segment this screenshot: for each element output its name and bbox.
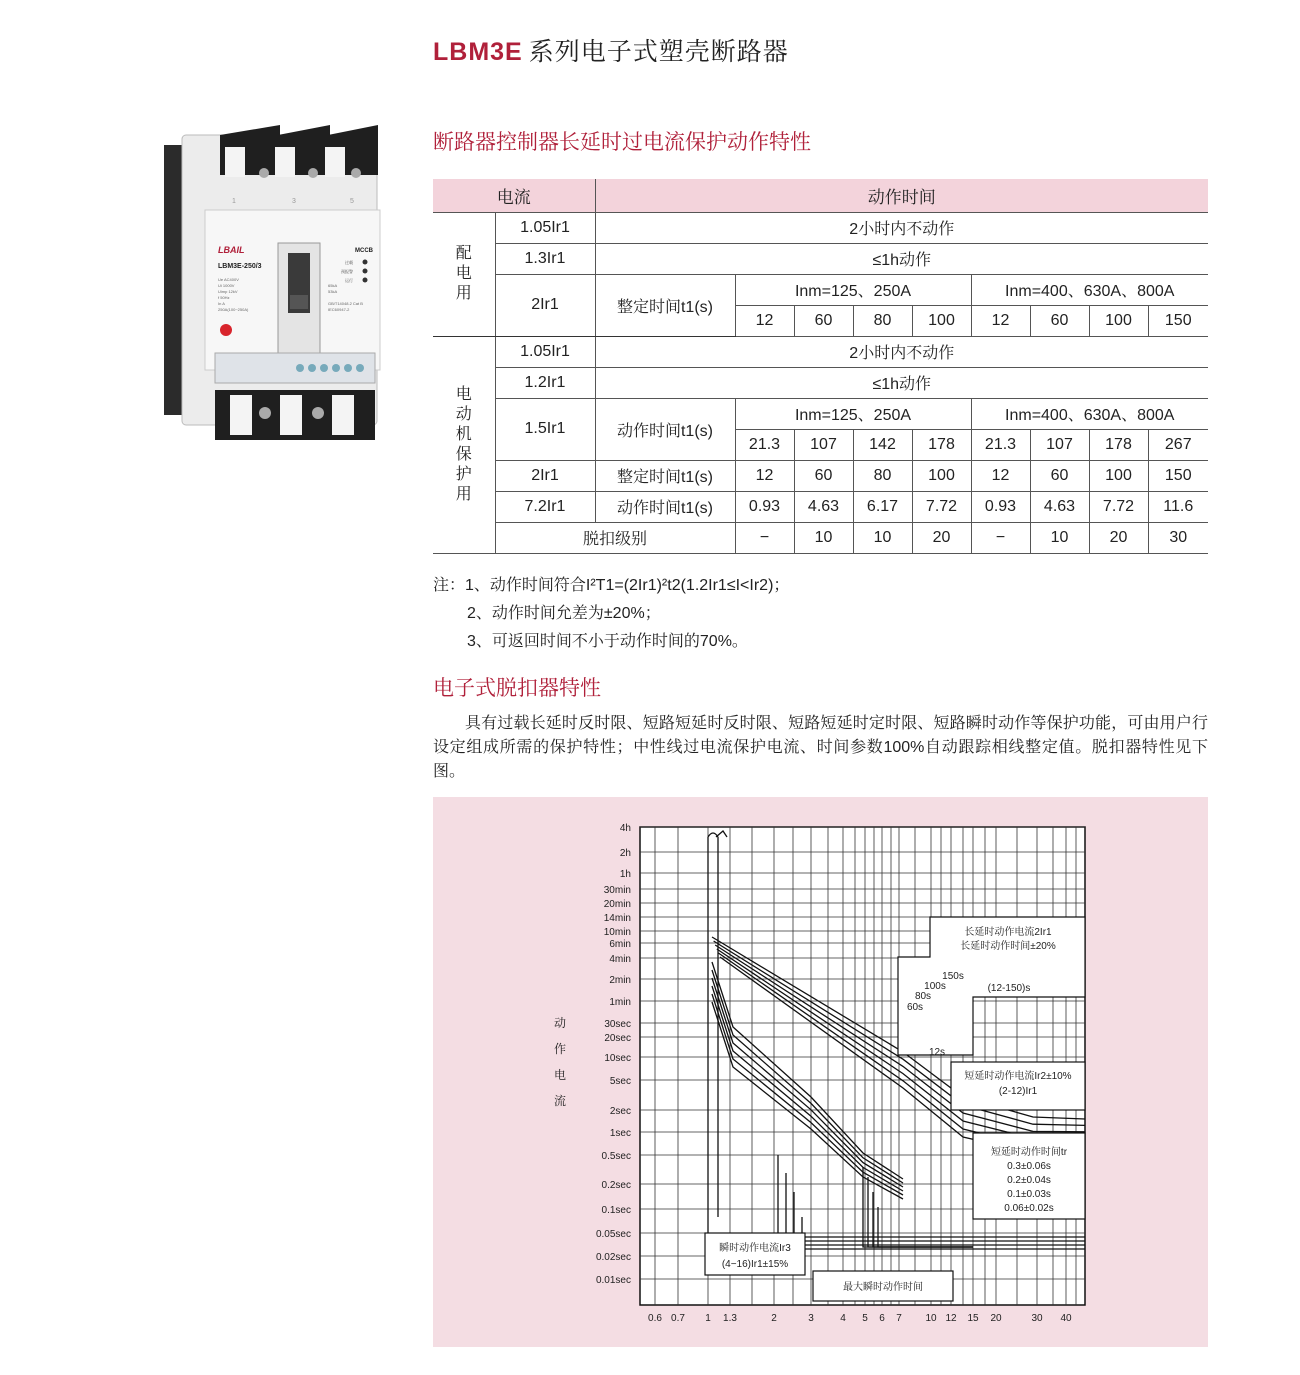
- indicator-label-overload: 过载: [345, 260, 353, 265]
- trip-curve-chart: [433, 797, 1208, 1347]
- value-cell: 7.72: [1089, 491, 1148, 522]
- value-cell: −: [735, 522, 794, 553]
- terminal-number-3: 3: [292, 198, 296, 205]
- y-tick-label: 0.5sec: [601, 1151, 631, 1162]
- characteristics-table: [433, 179, 1208, 554]
- inm-header-b: Inm=400、630A、800A: [971, 398, 1208, 429]
- chart-panel: [433, 797, 1208, 1347]
- value-cell: 21.3: [735, 429, 794, 460]
- y-tick-label: 2sec: [609, 1106, 631, 1117]
- value-cell: 0.93: [971, 491, 1030, 522]
- notes: [433, 572, 789, 656]
- value-cell: 267: [1148, 429, 1208, 460]
- row-text: ≤1h动作: [595, 367, 1208, 398]
- instant-current-label: 瞬时动作电流Ir3: [719, 1243, 791, 1254]
- section2-title: 电子式脱扣器特性: [433, 677, 601, 700]
- inm-header-b: Inm=400、630A、800A: [971, 274, 1208, 305]
- x-tick-label: 4: [840, 1313, 846, 1324]
- row-current: 2Ir1: [495, 460, 595, 491]
- x-tick-label: 20: [990, 1313, 1002, 1324]
- page-title-text: 系列电子式塑壳断路器: [528, 38, 789, 66]
- breaker-product-image: [160, 125, 390, 455]
- value-cell: 100: [912, 305, 971, 336]
- model-name: LBM3E: [433, 38, 523, 66]
- y-tick-label: 4min: [609, 954, 631, 965]
- group-motor-label: 电动机保护用: [455, 385, 472, 503]
- value-cell: 60: [1030, 305, 1089, 336]
- y-tick-label: 20sec: [604, 1033, 631, 1044]
- y-axis-label: 动: [553, 1016, 567, 1030]
- long-delay-time-label: 150s: [942, 971, 964, 982]
- product-spec-line-4: f 50Hz: [218, 295, 230, 300]
- row-label: 动作时间t1(s): [595, 491, 735, 522]
- x-tick-label: 1.3: [723, 1313, 737, 1324]
- value-cell: 10: [853, 522, 912, 553]
- x-tick-label: 0.6: [648, 1313, 662, 1324]
- value-cell: 107: [1030, 429, 1089, 460]
- y-tick-label: 4h: [619, 823, 631, 834]
- y-axis-label: 作: [553, 1042, 567, 1056]
- indicator-label-running: 运行: [345, 278, 353, 283]
- instant-current-label: (4−16)Ir1±15%: [721, 1259, 789, 1270]
- long-delay-time-label: 80s: [914, 991, 932, 1002]
- long-delay-label-1: 长延时动作电流2Ir1: [964, 927, 1052, 938]
- y-axis-label: 流: [553, 1094, 567, 1108]
- description-paragraph: 具有过载长延时反时限、短路短延时反时限、短路短延时定时限、短路瞬时动作等保护功能，可由用户行设定组成所需的保护特性；中性线过电流保护电流、时间参数100%自动跟踪相线整定值。脱扣器特性见下图。: [433, 715, 1208, 780]
- note-2: 2、动作时间允差为±20%；: [467, 605, 661, 622]
- x-tick-label: 40: [1060, 1313, 1072, 1324]
- value-cell: 60: [1030, 460, 1089, 491]
- y-tick-label: 5sec: [609, 1076, 631, 1087]
- note-3: 3、可返回时间不小于动作时间的70%。: [467, 633, 748, 650]
- y-tick-label: 30sec: [604, 1019, 631, 1030]
- value-cell: −: [971, 522, 1030, 553]
- value-cell: 4.63: [794, 491, 853, 522]
- long-delay-time-label: (12-150)s: [987, 983, 1031, 994]
- product-std-line-2: 53kA: [328, 289, 338, 294]
- indicator-label-prealarm: 预报警: [341, 269, 353, 274]
- row-label: 整定时间t1(s): [595, 460, 735, 491]
- terminal-number-5: 5: [350, 198, 354, 205]
- value-cell: 142: [853, 429, 912, 460]
- max-instant-label: 最大瞬时动作时间: [843, 1282, 923, 1293]
- value-cell: 60: [794, 460, 853, 491]
- x-tick-label: 6: [879, 1313, 885, 1324]
- y-tick-label: 14min: [603, 913, 631, 924]
- value-cell: 178: [1089, 429, 1148, 460]
- y-tick-label: 1sec: [609, 1128, 631, 1139]
- y-tick-label: 20min: [603, 899, 631, 910]
- value-cell: 100: [1089, 460, 1148, 491]
- row-current: 1.2Ir1: [495, 367, 595, 398]
- short-delay-current-label: (2-12)Ir1: [998, 1086, 1038, 1097]
- value-cell: 7.72: [912, 491, 971, 522]
- product-std-line-1: 65kA: [328, 283, 338, 288]
- short-delay-time-value: 0.2±0.04s: [1007, 1175, 1051, 1186]
- value-cell: 100: [912, 460, 971, 491]
- x-tick-label: 15: [967, 1313, 979, 1324]
- x-tick-label: 5: [862, 1313, 868, 1324]
- product-spec-line-6: 250A(100~250A): [218, 307, 249, 312]
- value-cell: 150: [1148, 305, 1208, 336]
- product-spec-line-3: Uimp 12kV: [218, 289, 238, 294]
- y-tick-label: 10sec: [604, 1053, 631, 1064]
- short-delay-time-label: 短延时动作时间tr: [990, 1147, 1068, 1158]
- x-tick-label: 12: [945, 1313, 957, 1324]
- y-tick-label: 0.2sec: [601, 1180, 631, 1191]
- page-title: [433, 32, 789, 68]
- row-current: 2Ir1: [495, 274, 595, 336]
- value-cell: 21.3: [971, 429, 1030, 460]
- value-cell: 10: [1030, 522, 1089, 553]
- value-cell: 0.93: [735, 491, 794, 522]
- y-tick-label: 0.05sec: [595, 1229, 631, 1240]
- product-std-line-3: GB/T14048.2 Cat B: [328, 301, 363, 306]
- long-delay-label-2: 长延时动作时间±20%: [960, 941, 1056, 952]
- group-motor: [433, 336, 495, 553]
- product-spec-line-1: Ue AC400V: [218, 277, 239, 282]
- short-delay-time-value: 0.3±0.06s: [1007, 1161, 1051, 1172]
- x-tick-label: 1: [705, 1313, 711, 1324]
- long-delay-time-label: 12s: [928, 1047, 946, 1058]
- product-spec-line-5: In A: [218, 301, 225, 306]
- product-spec-line-2: Ui 1000V: [218, 283, 235, 288]
- value-cell: 12: [735, 305, 794, 336]
- group-distribution: [433, 212, 495, 336]
- brand-logo: LBAIL: [218, 245, 245, 255]
- trip-class-label: 脱扣级别: [495, 522, 735, 553]
- value-cell: 10: [794, 522, 853, 553]
- x-tick-label: 2: [771, 1313, 777, 1324]
- y-tick-label: 1h: [619, 869, 631, 880]
- group-distribution-label: 配电用: [455, 245, 472, 302]
- value-cell: 20: [912, 522, 971, 553]
- product-model-label: LBM3E-250/3: [218, 263, 262, 270]
- value-cell: 107: [794, 429, 853, 460]
- product-std-line-4: IEC60947-2: [328, 307, 350, 312]
- x-tick-label: 7: [896, 1313, 902, 1324]
- row-current: 1.3Ir1: [495, 243, 595, 274]
- value-cell: 20: [1089, 522, 1148, 553]
- col-header-current: 电流: [433, 179, 595, 212]
- y-tick-label: 0.1sec: [601, 1205, 631, 1216]
- y-axis-label: 电: [553, 1068, 567, 1082]
- value-cell: 60: [794, 305, 853, 336]
- short-delay-time-value: 0.06±0.02s: [1004, 1203, 1054, 1214]
- note-1: 注：1、动作时间符合I²T1=(2Ir1)²t2(1.2Ir1≤I<Ir2)；: [433, 577, 790, 594]
- y-tick-label: 2min: [609, 975, 631, 986]
- row-text: 2小时内不动作: [595, 336, 1208, 367]
- y-tick-label: 1min: [609, 997, 631, 1008]
- value-cell: 6.17: [853, 491, 912, 522]
- y-tick-label: 6min: [609, 939, 631, 950]
- row-text: ≤1h动作: [595, 243, 1208, 274]
- x-tick-label: 30: [1031, 1313, 1043, 1324]
- x-tick-label: 10: [925, 1313, 937, 1324]
- y-tick-label: 10min: [603, 927, 631, 938]
- value-cell: 30: [1148, 522, 1208, 553]
- row-current: 1.5Ir1: [495, 398, 595, 460]
- terminal-number-1: 1: [232, 198, 236, 205]
- row-current: 7.2Ir1: [495, 491, 595, 522]
- x-tick-label: 3: [808, 1313, 814, 1324]
- value-cell: 150: [1148, 460, 1208, 491]
- row-text: 2小时内不动作: [595, 212, 1208, 243]
- value-cell: 100: [1089, 305, 1148, 336]
- value-cell: 80: [853, 305, 912, 336]
- col-header-time: 动作时间: [595, 179, 1208, 212]
- value-cell: 12: [971, 305, 1030, 336]
- product-type-label: MCCB: [355, 248, 373, 254]
- short-delay-current-label: 短延时动作电流Ir2±10%: [964, 1071, 1072, 1082]
- value-cell: 80: [853, 460, 912, 491]
- value-cell: 12: [971, 460, 1030, 491]
- y-tick-label: 0.01sec: [595, 1275, 631, 1286]
- value-cell: 178: [912, 429, 971, 460]
- value-cell: 4.63: [1030, 491, 1089, 522]
- row-current: 1.05Ir1: [495, 336, 595, 367]
- short-delay-time-value: 0.1±0.03s: [1007, 1189, 1051, 1200]
- inm-header-a: Inm=125、250A: [735, 274, 971, 305]
- row-label: 动作时间t1(s): [595, 398, 735, 460]
- long-delay-time-label: 100s: [924, 981, 946, 992]
- red-indicator-icon: [220, 324, 232, 336]
- inm-header-a: Inm=125、250A: [735, 398, 971, 429]
- row-current: 1.05Ir1: [495, 212, 595, 243]
- row-label: 整定时间t1(s): [595, 274, 735, 336]
- value-cell: 11.6: [1148, 491, 1208, 522]
- y-tick-label: 2h: [619, 848, 631, 859]
- value-cell: 12: [735, 460, 794, 491]
- x-tick-label: 0.7: [671, 1313, 685, 1324]
- section1-title: 断路器控制器长延时过电流保护动作特性: [433, 131, 811, 154]
- y-tick-label: 0.02sec: [595, 1252, 631, 1263]
- long-delay-time-label: 60s: [906, 1002, 924, 1013]
- y-tick-label: 30min: [603, 885, 631, 896]
